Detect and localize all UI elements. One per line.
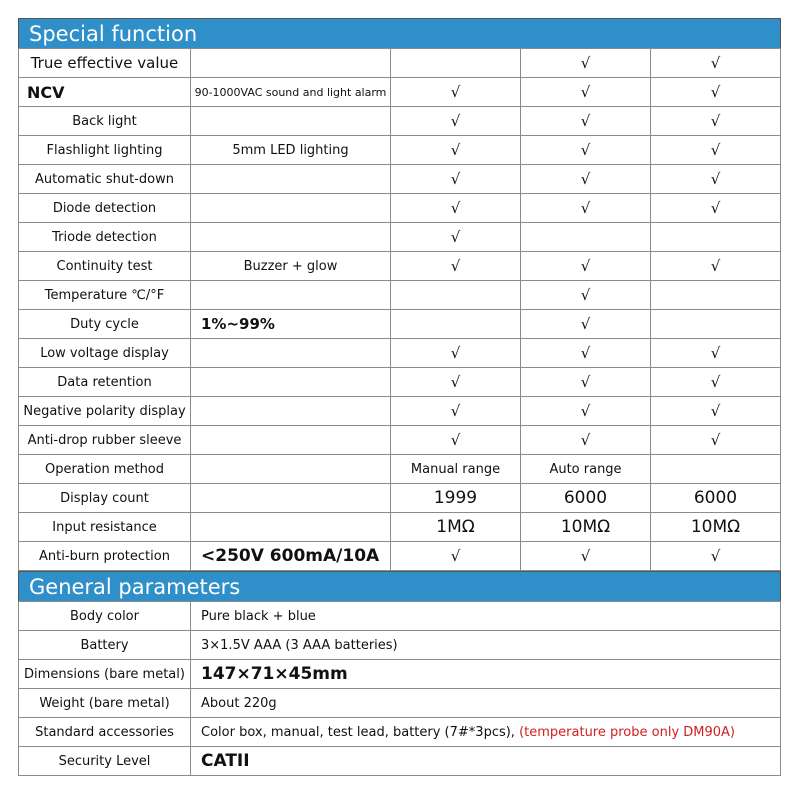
model-1-cell: √ <box>391 542 521 571</box>
general-parameters-table <box>18 601 781 776</box>
model-3-cell: 10MΩ <box>651 513 781 542</box>
model-1-cell: Manual range <box>391 455 521 484</box>
model-3-cell: √ <box>651 136 781 165</box>
feature-name: Anti-burn protection <box>19 542 191 571</box>
feature-name: Negative polarity display <box>19 397 191 426</box>
model-2-cell: √ <box>521 310 651 339</box>
feature-desc <box>191 368 391 397</box>
table-row <box>19 136 781 165</box>
model-2-cell: √ <box>521 136 651 165</box>
model-1-cell: √ <box>391 107 521 136</box>
param-value: 147×71×45mm <box>191 660 781 689</box>
special-function-table <box>18 48 781 571</box>
param-value <box>191 718 781 747</box>
feature-name: Continuity test <box>19 252 191 281</box>
table-row <box>19 368 781 397</box>
model-1-cell: √ <box>391 339 521 368</box>
model-1-cell <box>391 310 521 339</box>
table-row <box>19 194 781 223</box>
param-name: Battery <box>19 631 191 660</box>
param-name: Standard accessories <box>19 718 191 747</box>
table-row <box>19 252 781 281</box>
model-1-cell: 1MΩ <box>391 513 521 542</box>
table-row <box>19 484 781 513</box>
model-2-cell: √ <box>521 78 651 107</box>
model-2-cell <box>521 223 651 252</box>
table-row <box>19 310 781 339</box>
model-2-cell: √ <box>521 542 651 571</box>
model-2-cell: √ <box>521 339 651 368</box>
general-parameters-header: General parameters <box>18 571 781 601</box>
model-1-cell <box>391 49 521 78</box>
feature-name: Low voltage display <box>19 339 191 368</box>
table-row <box>19 223 781 252</box>
feature-name: Display count <box>19 484 191 513</box>
table-row <box>19 747 781 776</box>
table-row <box>19 397 781 426</box>
param-name: Body color <box>19 602 191 631</box>
model-1-cell: √ <box>391 136 521 165</box>
feature-name: NCV <box>19 78 191 107</box>
feature-name: Triode detection <box>19 223 191 252</box>
model-2-cell: √ <box>521 426 651 455</box>
feature-desc <box>191 426 391 455</box>
param-value: 3×1.5V AAA (3 AAA batteries) <box>191 631 781 660</box>
probe-note: (temperature probe only DM90A) <box>519 724 736 740</box>
model-3-cell: √ <box>651 107 781 136</box>
feature-desc <box>191 49 391 78</box>
table-row <box>19 339 781 368</box>
feature-desc <box>191 165 391 194</box>
feature-desc: <250V 600mA/10A <box>191 542 391 571</box>
feature-desc <box>191 223 391 252</box>
model-1-cell: √ <box>391 426 521 455</box>
model-3-cell: √ <box>651 252 781 281</box>
model-3-cell <box>651 223 781 252</box>
table-row <box>19 718 781 747</box>
table-row <box>19 455 781 484</box>
table-row <box>19 426 781 455</box>
feature-name: Operation method <box>19 455 191 484</box>
feature-desc: 1%~99% <box>191 310 391 339</box>
model-2-cell: √ <box>521 194 651 223</box>
feature-desc: 90-1000VAC sound and light alarm <box>191 78 391 107</box>
spec-sheet <box>18 18 781 776</box>
table-row <box>19 631 781 660</box>
table-row <box>19 602 781 631</box>
model-3-cell: √ <box>651 426 781 455</box>
special-function-header: Special function <box>18 18 781 48</box>
table-row <box>19 49 781 78</box>
feature-name: Duty cycle <box>19 310 191 339</box>
model-1-cell: √ <box>391 194 521 223</box>
feature-desc: Buzzer + glow <box>191 252 391 281</box>
feature-desc <box>191 513 391 542</box>
model-3-cell: √ <box>651 78 781 107</box>
feature-name: True effective value <box>19 49 191 78</box>
param-value: CATII <box>191 747 781 776</box>
model-3-cell <box>651 310 781 339</box>
feature-name: Temperature ℃/°F <box>19 281 191 310</box>
table-row <box>19 281 781 310</box>
param-value: Pure black + blue <box>191 602 781 631</box>
param-name: Security Level <box>19 747 191 776</box>
model-3-cell: 6000 <box>651 484 781 513</box>
model-2-cell: Auto range <box>521 455 651 484</box>
model-2-cell: √ <box>521 368 651 397</box>
model-3-cell: √ <box>651 194 781 223</box>
accessories-text: Color box, manual, test lead, battery (7#*3pcs), <box>201 724 520 740</box>
feature-name: Diode detection <box>19 194 191 223</box>
table-row <box>19 513 781 542</box>
model-1-cell: √ <box>391 397 521 426</box>
model-2-cell: √ <box>521 107 651 136</box>
model-2-cell: 6000 <box>521 484 651 513</box>
table-row <box>19 689 781 718</box>
model-2-cell: √ <box>521 252 651 281</box>
model-3-cell <box>651 281 781 310</box>
feature-desc <box>191 484 391 513</box>
table-row <box>19 78 781 107</box>
table-row <box>19 660 781 689</box>
model-1-cell <box>391 281 521 310</box>
model-2-cell: √ <box>521 281 651 310</box>
table-row <box>19 107 781 136</box>
feature-desc <box>191 339 391 368</box>
model-3-cell: √ <box>651 165 781 194</box>
feature-desc <box>191 281 391 310</box>
table-row <box>19 542 781 571</box>
feature-name: Input resistance <box>19 513 191 542</box>
model-3-cell: √ <box>651 339 781 368</box>
model-3-cell: √ <box>651 49 781 78</box>
model-1-cell: √ <box>391 165 521 194</box>
model-3-cell: √ <box>651 397 781 426</box>
model-2-cell: √ <box>521 165 651 194</box>
feature-desc <box>191 107 391 136</box>
feature-name: Anti-drop rubber sleeve <box>19 426 191 455</box>
model-2-cell: 10MΩ <box>521 513 651 542</box>
feature-desc <box>191 194 391 223</box>
feature-name: Data retention <box>19 368 191 397</box>
feature-name: Automatic shut-down <box>19 165 191 194</box>
model-1-cell: √ <box>391 252 521 281</box>
model-3-cell <box>651 455 781 484</box>
model-2-cell: √ <box>521 397 651 426</box>
param-name: Dimensions (bare metal) <box>19 660 191 689</box>
model-1-cell: √ <box>391 368 521 397</box>
model-3-cell: √ <box>651 368 781 397</box>
model-2-cell: √ <box>521 49 651 78</box>
param-name: Weight (bare metal) <box>19 689 191 718</box>
feature-desc <box>191 455 391 484</box>
model-3-cell: √ <box>651 542 781 571</box>
feature-name: Flashlight lighting <box>19 136 191 165</box>
feature-desc: 5mm LED lighting <box>191 136 391 165</box>
table-row <box>19 165 781 194</box>
feature-desc <box>191 397 391 426</box>
model-1-cell: 1999 <box>391 484 521 513</box>
feature-name: Back light <box>19 107 191 136</box>
param-value: About 220g <box>191 689 781 718</box>
model-1-cell: √ <box>391 78 521 107</box>
model-1-cell: √ <box>391 223 521 252</box>
